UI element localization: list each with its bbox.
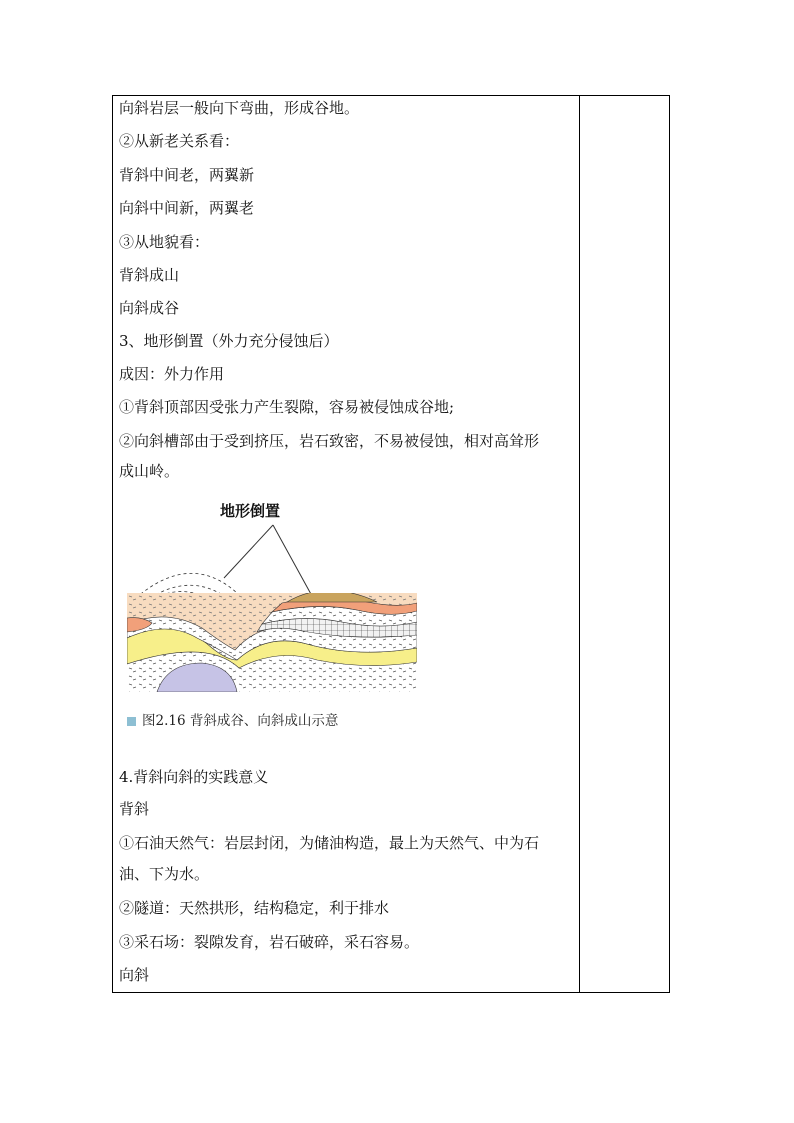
figure-caption xyxy=(127,712,338,730)
text-line: ②向斜槽部由于受到挤压，岩石致密，不易被侵蚀，相对高耸形 xyxy=(119,432,540,450)
text-line: 成因：外力作用 xyxy=(119,365,225,383)
text-line: 背斜中间老，两翼新 xyxy=(119,166,255,184)
text-line: 向斜中间新，两翼老 xyxy=(119,199,255,217)
text-line: ①背斜顶部因受张力产生裂隙，容易被侵蚀成谷地; xyxy=(119,398,455,416)
text-line: 成山岭。 xyxy=(119,462,180,480)
text-line: 背斜 xyxy=(119,800,150,818)
text-line: ②隧道：天然拱形，结构稳定，利于排水 xyxy=(119,899,390,917)
text-line: ②从新老关系看： xyxy=(119,132,240,150)
text-line: 向斜成谷 xyxy=(119,299,180,317)
figure-title: 地形倒置 xyxy=(219,502,281,520)
terrain-inversion-diagram xyxy=(127,498,417,692)
text-line: 向斜 xyxy=(119,966,150,984)
text-line: 油、下为水。 xyxy=(119,865,210,883)
table-column-divider xyxy=(579,95,580,993)
text-line: 向斜岩层一般向下弯曲，形成谷地。 xyxy=(119,99,360,117)
section-heading: 4.背斜向斜的实践意义 xyxy=(119,768,269,786)
text-line: ③采石场：裂隙发育，岩石破碎，采石容易。 xyxy=(119,933,420,951)
text-line: 背斜成山 xyxy=(119,266,180,284)
text-line: ①石油天然气：岩层封闭，为储油构造，最上为天然气、中为石 xyxy=(119,834,540,852)
pointer-line xyxy=(224,525,273,578)
pointer-line xyxy=(273,525,312,596)
caption-text: 图2.16 背斜成谷、向斜成山示意 xyxy=(142,713,339,729)
text-line: ③从地貌看： xyxy=(119,233,210,251)
section-heading: 3、地形倒置（外力充分侵蚀后） xyxy=(119,332,339,350)
caption-marker-icon xyxy=(127,717,136,726)
